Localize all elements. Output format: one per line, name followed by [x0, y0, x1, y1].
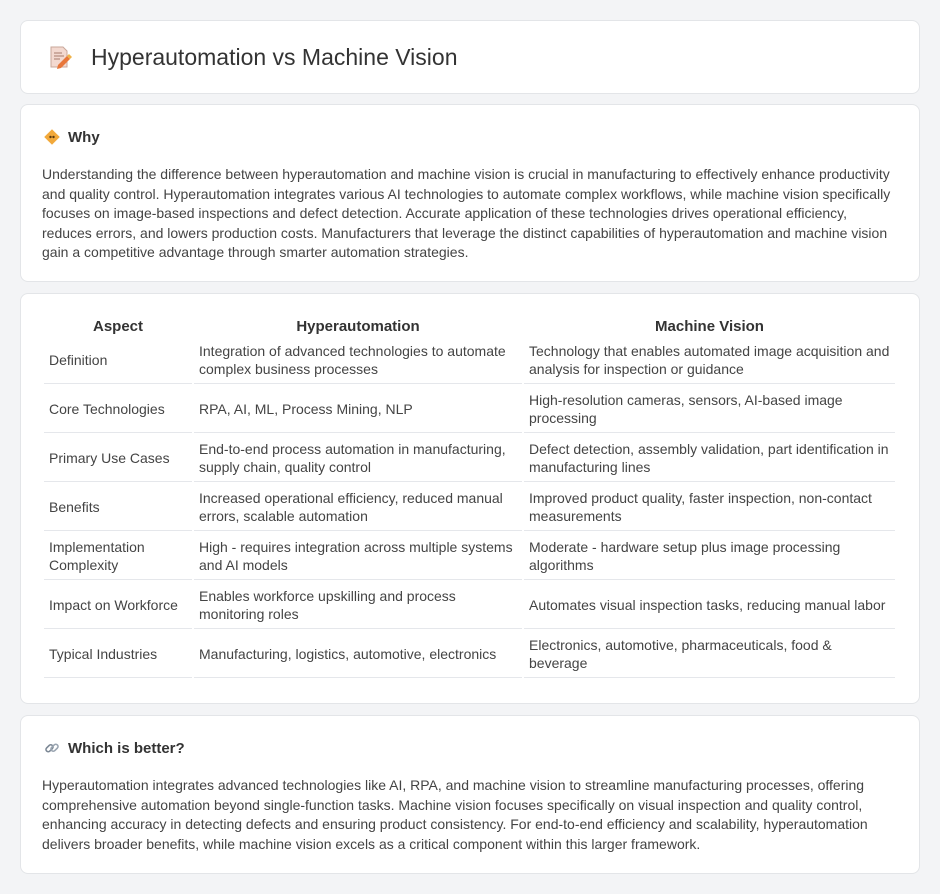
document-pencil-icon: [45, 43, 73, 71]
row-hyperautomation: End-to-end process automation in manufacturing, supply chain, quality control: [194, 435, 522, 482]
row-hyperautomation: Increased operational efficiency, reduced manual errors, scalable automation: [194, 484, 522, 531]
table-row: [44, 631, 895, 678]
row-machine-vision: Defect detection, assembly validation, part identification in manufacturing lines: [524, 435, 895, 482]
comparison-table: [42, 316, 897, 680]
row-aspect: Benefits: [44, 484, 192, 531]
row-machine-vision: Moderate - hardware setup plus image processing algorithms: [524, 533, 895, 580]
row-hyperautomation: High - requires integration across multiple systems and AI models: [194, 533, 522, 580]
table-row: [44, 386, 895, 433]
table-row: [44, 337, 895, 384]
table-row: [44, 484, 895, 531]
table-row: [44, 582, 895, 629]
why-heading: Why: [68, 128, 100, 146]
row-aspect: Primary Use Cases: [44, 435, 192, 482]
row-aspect: Impact on Workforce: [44, 582, 192, 629]
row-aspect: Implementation Complexity: [44, 533, 192, 580]
which-section: [20, 715, 920, 874]
which-heading: Which is better?: [68, 739, 185, 757]
why-section: [20, 104, 920, 282]
header-hyperautomation: Hyperautomation: [296, 318, 420, 335]
row-aspect: Typical Industries: [44, 631, 192, 678]
diamond-sign-icon: [44, 129, 60, 145]
title-card: [20, 20, 920, 94]
which-text: Hyperautomation integrates advanced technologies like AI, RPA, and machine vision to streamline manufacturing processes, offering comprehensive automation beyond single-function tasks. Machine vision focuses specifically on visual inspection and quality control, enhancing accuracy in detecting defects and ensuring product consistency. For end-to-end efficiency and scalability, hyperautomation delivers broader benefits, while machine vision excels as a critical component within this larger framework.: [42, 777, 868, 852]
table-header-row: [44, 318, 895, 335]
why-header: [42, 127, 898, 147]
comparison-section: [20, 293, 920, 704]
row-machine-vision: Automates visual inspection tasks, reducing manual labor: [524, 582, 895, 629]
why-text: Understanding the difference between hyperautomation and machine vision is crucial in manufacturing to effectively enhance productivity and quality control. Hyperautomation integrates various AI technologies to automate complex workflows, while machine vision specifically focuses on image-based inspections and defect detection. Accurate application of these technologies drives operational efficiency, reduces errors, and lowers production costs. Manufacturers that leverage the distinct capabilities of hyperautomation and machine vision gain a competitive advantage through smarter automation strategies.: [42, 166, 891, 261]
row-machine-vision: Electronics, automotive, pharmaceuticals, food & beverage: [524, 631, 895, 678]
row-aspect: Core Technologies: [44, 386, 192, 433]
row-machine-vision: Technology that enables automated image acquisition and analysis for inspection or guidance: [524, 337, 895, 384]
row-hyperautomation: RPA, AI, ML, Process Mining, NLP: [194, 386, 522, 433]
row-machine-vision: High-resolution cameras, sensors, AI-based image processing: [524, 386, 895, 433]
header-machine-vision: Machine Vision: [655, 318, 764, 335]
header-aspect: Aspect: [92, 318, 144, 335]
row-machine-vision: Improved product quality, faster inspection, non-contact measurements: [524, 484, 895, 531]
page-title: Hyperautomation vs Machine Vision: [91, 43, 458, 70]
row-hyperautomation: Manufacturing, logistics, automotive, electronics: [194, 631, 522, 678]
link-icon: [44, 740, 60, 756]
row-hyperautomation: Enables workforce upskilling and process monitoring roles: [194, 582, 522, 629]
which-header: [42, 738, 898, 758]
table-row: [44, 533, 895, 580]
row-hyperautomation: Integration of advanced technologies to automate complex business processes: [194, 337, 522, 384]
row-aspect: Definition: [44, 337, 192, 384]
table-row: [44, 435, 895, 482]
